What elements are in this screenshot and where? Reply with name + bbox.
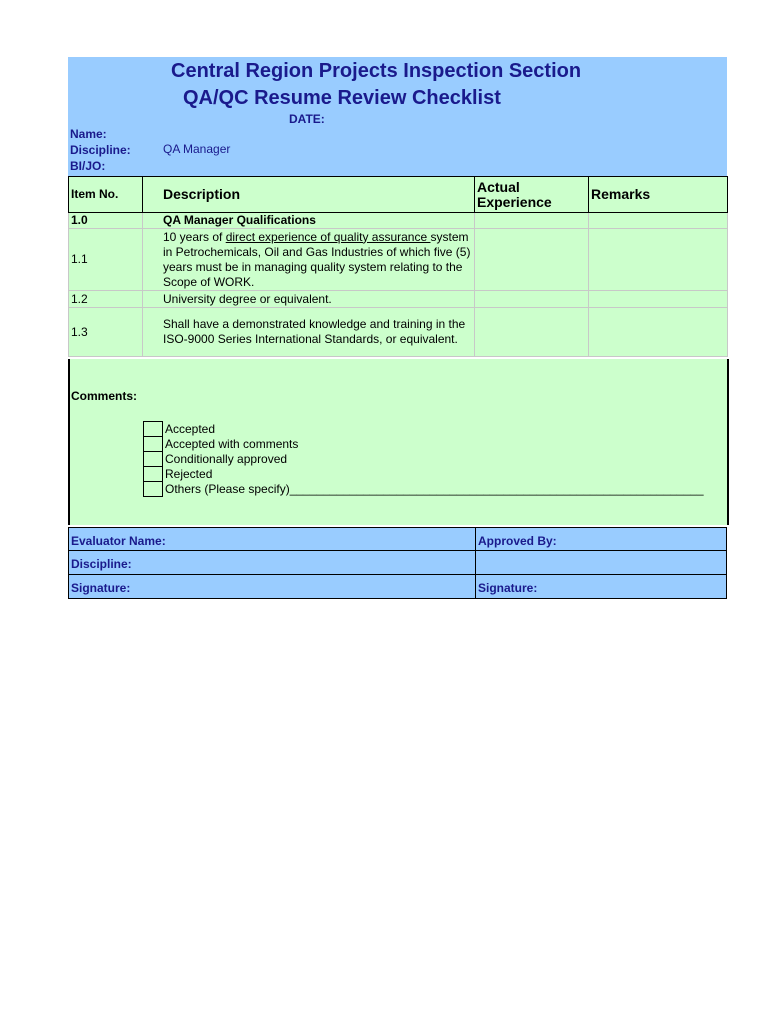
row-item-no: 1.2 [69, 291, 143, 308]
table-header-row [69, 177, 728, 213]
footer-row-discipline [68, 551, 727, 575]
row-remarks-cell[interactable] [589, 308, 728, 357]
table-row [69, 229, 728, 291]
conditionally-approved-checkbox[interactable] [143, 451, 163, 467]
title-line-2: QA/QC Resume Review Checklist [183, 87, 501, 109]
section-item-no: 1.0 [69, 213, 143, 229]
date-label: DATE: [289, 112, 325, 126]
footer-discipline-label: Discipline: [71, 557, 132, 571]
header-panel [68, 57, 727, 176]
name-label: Name: [70, 127, 107, 141]
footer-divider [475, 575, 476, 598]
section-description: QA Manager Qualifications [143, 213, 475, 229]
footer-row-signature [68, 575, 727, 599]
discipline-value: QA Manager [163, 142, 231, 156]
option-label: Others (Please specify)______________________________________________________________ [165, 482, 704, 496]
row-description-underlined: direct experience of quality assurance [225, 229, 431, 244]
row-actual-experience-cell[interactable] [475, 291, 589, 308]
footer-divider [475, 551, 476, 574]
section-actual-experience-cell[interactable] [475, 213, 589, 229]
option-label: Accepted [165, 422, 216, 436]
col-header-description: Description [143, 177, 475, 213]
table-row [69, 308, 728, 357]
checklist-table [68, 176, 728, 357]
row-actual-experience-cell[interactable] [475, 308, 589, 357]
rejected-checkbox[interactable] [143, 466, 163, 482]
option-label: Rejected [165, 467, 213, 481]
option-label: Accepted with comments [165, 437, 299, 451]
col-header-remarks: Remarks [589, 177, 728, 213]
approved-by-label: Approved By: [478, 534, 557, 548]
row-item-no: 1.3 [69, 308, 143, 357]
signature-right-label: Signature: [478, 581, 538, 595]
row-remarks-cell[interactable] [589, 229, 728, 291]
row-item-no: 1.1 [69, 229, 143, 291]
evaluator-name-label: Evaluator Name: [71, 534, 166, 548]
discipline-label: Discipline: [70, 143, 131, 157]
section-row [69, 213, 728, 229]
comments-section [68, 359, 729, 525]
table-row [69, 291, 728, 308]
accepted-checkbox[interactable] [143, 421, 163, 437]
col-header-item-no: Item No. [69, 177, 143, 213]
row-description-prefix: 10 years of [163, 229, 226, 244]
footer-row-name [68, 527, 727, 551]
signature-left-label: Signature: [71, 581, 131, 595]
section-remarks-cell[interactable] [589, 213, 728, 229]
row-description: Shall have a demonstrated knowledge and training in the ISO-9000 Series International Standards, or equivalent. [143, 308, 475, 357]
row-remarks-cell[interactable] [589, 291, 728, 308]
option-label: Conditionally approved [165, 452, 288, 466]
comments-label: Comments: [71, 389, 138, 403]
row-description [143, 229, 475, 291]
checklist-sheet [68, 57, 727, 595]
row-description: University degree or equivalent. [143, 291, 475, 308]
row-actual-experience-cell[interactable] [475, 229, 589, 291]
others-checkbox[interactable] [143, 481, 163, 497]
footer-divider [475, 528, 476, 550]
accepted-with-comments-checkbox[interactable] [143, 436, 163, 452]
title-line-1: Central Region Projects Inspection Section [171, 60, 582, 82]
row-description-suffix: system in Petrochemicals, Oil and Gas Industries of which five (5) years must be in managing quality system relating to the Scope of WORK. [163, 229, 471, 289]
bijo-label: BI/JO: [70, 159, 106, 173]
col-header-actual-experience: Actual Experience [475, 177, 589, 213]
